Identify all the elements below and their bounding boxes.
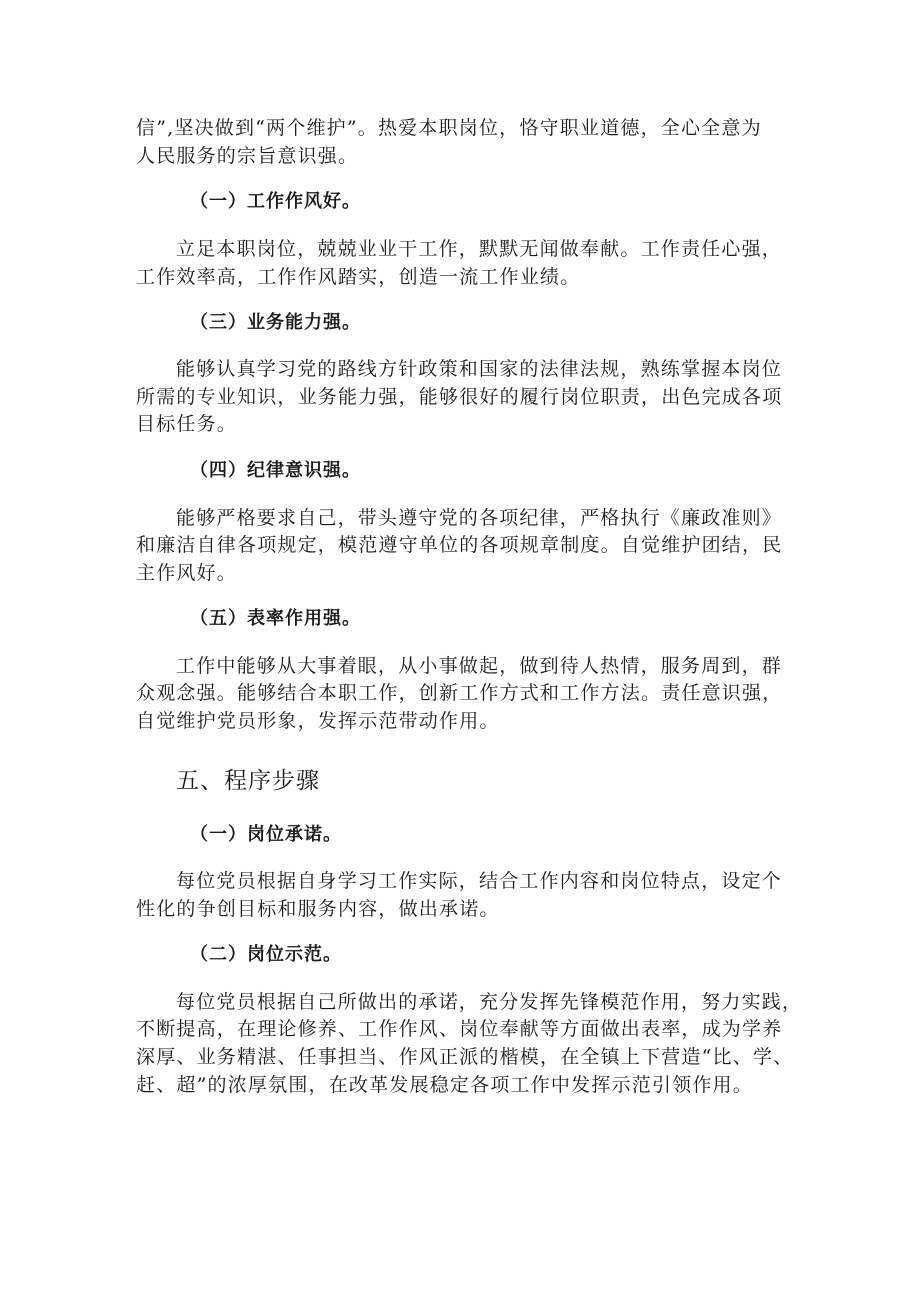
paragraph-line: 性化的争创目标和服务内容，做出承诺。 [136,898,500,920]
paragraph-line: 和廉洁自律各项规定，模范遵守单位的各项规章制度。自觉维护团结，民 [136,534,783,556]
paragraph-line: 所需的专业知识，业务能力强，能够很好的履行岗位职责，出色完成各项 [136,386,783,408]
paragraph-line: 不断提高，在理论修养、工作作风、岗位奉献等方面做出表率，成为学养 [136,1018,783,1040]
paragraph-line: 能够认真学习党的路线方针政策和国家的法律法规，熟练掌握本岗位 [176,358,783,380]
paragraph-line: 人民服务的宗旨意识强。 [136,145,359,167]
paragraph-line: 目标任务。 [136,413,238,435]
subheading: （四）纪律意识强。 [190,460,361,481]
paragraph-line: 工作中能够从大事着眼，从小事做起，做到待人热情，服务周到，群 [176,655,783,677]
paragraph-line: 赶、超”的浓厚氛围，在改革发展稳定各项工作中发挥示范引领作用。 [136,1074,753,1096]
section-heading: 五、程序步骤 [176,768,320,794]
subheading: （五）表率作用强。 [190,608,361,629]
paragraph-line: 深厚、业务精湛、任事担当、作风正派的楷模，在全镇上下营造“比、学、 [136,1046,794,1068]
paragraph-line: 信”,坚决做到“两个维护”。热爱本职岗位，恪守职业道德，全心全意为 [136,117,762,139]
subheading: （三）业务能力强。 [190,312,361,333]
paragraph-line: 能够严格要求自己，带头遵守党的各项纪律，严格执行《廉政准则》 [176,507,783,529]
paragraph-line: 众观念强。能够结合本职工作，创新工作方式和工作方法。责任意识强， [136,682,783,704]
paragraph-line: 主作风好。 [136,562,238,584]
subheading: （一）岗位承诺。 [190,824,342,845]
paragraph-line: 自觉维护党员形象，发挥示范带动作用。 [136,710,500,732]
subheading: （一）工作作风好。 [190,191,361,212]
subheading: （二）岗位示范。 [190,944,342,965]
paragraph-line: 每位党员根据自己所做出的承诺，充分发挥先锋模范作用，努力实践， [176,991,803,1013]
paragraph-line: 立足本职岗位，兢兢业业干工作，默默无闻做奉献。工作责任心强， [176,238,783,260]
paragraph-line: 每位党员根据自身学习工作实际，结合工作内容和岗位特点，设定个 [176,870,783,892]
paragraph-line: 工作效率高，工作作风踏实，创造一流工作业绩。 [136,266,581,288]
